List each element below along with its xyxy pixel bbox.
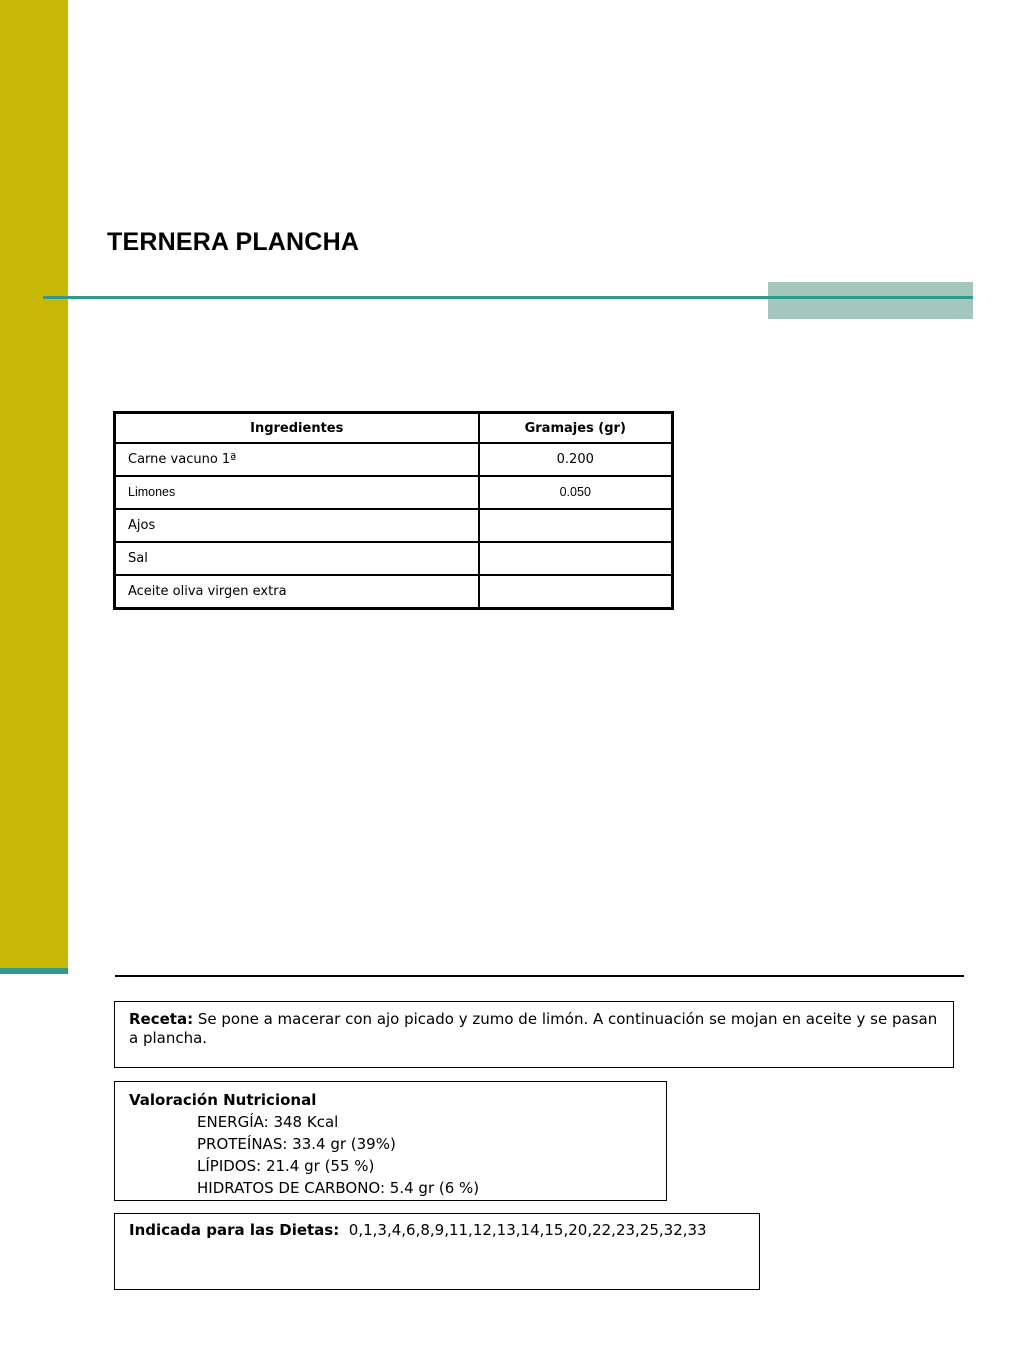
ingredient-qty: [479, 575, 673, 609]
nutrition-energy: ENERGÍA: 348 Kcal: [197, 1113, 339, 1131]
table-row: [115, 575, 673, 609]
table-row: [115, 542, 673, 575]
diets-box: [114, 1213, 760, 1290]
ingredient-name: Limones: [115, 476, 479, 509]
recipe-label: Receta:: [129, 1010, 194, 1028]
ingredient-name: Sal: [115, 542, 479, 575]
ingredient-name: Ajos: [115, 509, 479, 542]
header-rule-line: [43, 296, 973, 299]
diets-label: Indicada para las Dietas:: [129, 1221, 340, 1239]
page-title: TERNERA PLANCHA: [107, 228, 360, 256]
diets-value: 0,1,3,4,6,8,9,11,12,13,14,15,20,22,23,25,32,33: [348, 1221, 707, 1239]
column-header-grams: Gramajes (gr): [479, 413, 673, 444]
ingredient-qty: [479, 542, 673, 575]
ingredient-qty: 0.050: [479, 476, 673, 509]
ingredients-table: [113, 411, 674, 610]
table-header-row: [115, 413, 673, 444]
ingredient-name: Aceite oliva virgen extra: [115, 575, 479, 609]
recipe-box: [114, 1001, 954, 1068]
ingredient-name: Carne vacuno 1ª: [115, 443, 479, 476]
ingredient-qty: [479, 509, 673, 542]
left-bar-foot-stripe: [0, 968, 68, 974]
header-accent-block: [768, 282, 973, 319]
nutrition-box: [114, 1081, 667, 1201]
left-accent-bar: [0, 0, 68, 968]
nutrition-carbs: HIDRATOS DE CARBONO: 5.4 gr (6 %): [197, 1179, 480, 1197]
nutrition-proteins: PROTEÍNAS: 33.4 gr (39%): [197, 1135, 396, 1153]
table-row: [115, 509, 673, 542]
table-row: [115, 443, 673, 476]
nutrition-heading: Valoración Nutricional: [129, 1091, 317, 1109]
recipe-text: Se pone a macerar con ajo picado y zumo de limón. A continuación se mojan en aceite y se pasan a plancha.: [129, 1010, 938, 1047]
column-header-ingredients: Ingredientes: [115, 413, 479, 444]
nutrition-lipids: LÍPIDOS: 21.4 gr (55 %): [197, 1157, 375, 1175]
ingredient-qty: 0.200: [479, 443, 673, 476]
section-divider: [115, 975, 964, 977]
table-row: [115, 476, 673, 509]
